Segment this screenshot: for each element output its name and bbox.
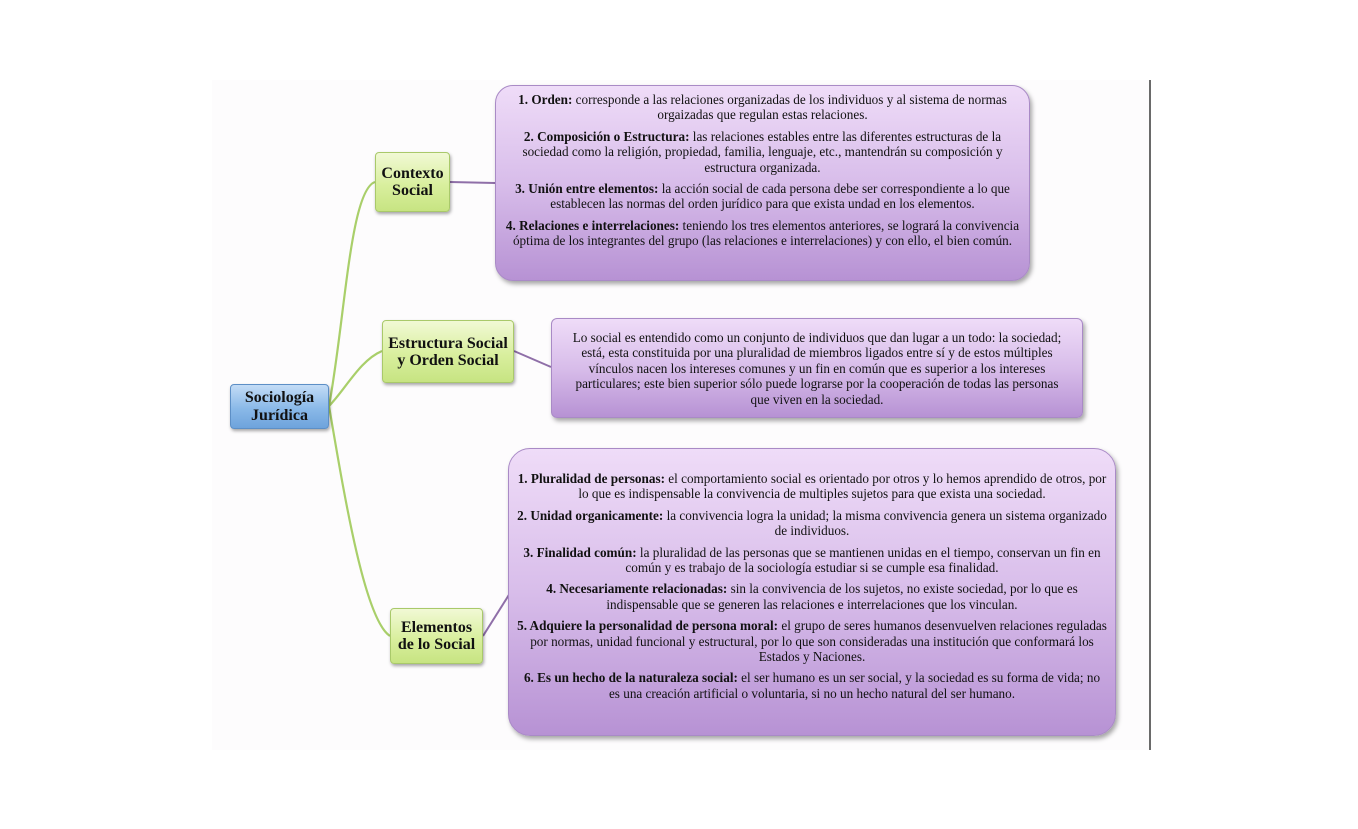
info-item-text: sin la convivencia de los sujetos, no existe sociedad, por lo que es indispensable que se generen las relaciones e interrelaciones que los vinculan. [606, 581, 1078, 612]
info-item [504, 129, 1021, 175]
info-box-elementos-social [508, 448, 1116, 736]
info-item-text: la convivencia logra la unidad; la misma convivencia genera un sistema organizado de individuos. [663, 507, 1107, 539]
info-item-heading: 2. Composición o Estructura: [523, 128, 690, 144]
info-item-heading: 6. Es un hecho de la naturaleza social: [523, 670, 738, 686]
info-item-text: la pluralidad de las personas que se mantienen unidas en el tiempo, conservan un fin en común y es trabajo de la sociología estudiar si se cumple esa finalidad. [625, 544, 1101, 576]
info-item [517, 618, 1107, 664]
branch-node-contexto-social [375, 152, 450, 212]
info-item [517, 508, 1107, 539]
info-item-text: el grupo de seres humanos desenvuelven relaciones reguladas por normas, unidad funcional y estructural, por lo que son consideradas una institución que conformará los Estados y Naciones. [530, 618, 1107, 665]
info-item-heading: 4. Relaciones e interrelaciones: [505, 217, 680, 233]
info-item [517, 581, 1107, 612]
info-item-heading: 5. Adquiere la personalidad de persona moral: [517, 618, 779, 634]
branch-label-contexto-social: Contexto Social [381, 165, 444, 199]
root-node-sociologia-juridica [230, 384, 329, 429]
connector-estructura-info [514, 351, 551, 367]
info-item [504, 218, 1021, 249]
info-item-heading: 3. Finalidad común: [523, 544, 637, 560]
info-item-text: el comportamiento social es orientado por otros y lo hemos aprendido de otros, por lo que es indispensable la convivencia de multiples sujetos para que exista una sociedad. [578, 471, 1107, 502]
connector-root-contexto [329, 182, 375, 406]
root-node-label: Sociología Jurídica [244, 388, 315, 424]
info-item-heading: 3. Unión entre elementos: [515, 181, 659, 197]
info-item-heading: 1. Pluralidad de personas: [517, 471, 665, 486]
info-item-heading: 1. Orden: [518, 92, 573, 107]
connector-contexto-info [450, 182, 495, 183]
connector-root-elementos [329, 406, 390, 636]
info-item [517, 471, 1107, 502]
info-item-text: las relaciones estables entre las diferentes estructuras de la sociedad como la religión, propiedad, familia, lenguaje, etc., mantendrán su composición y estructura organizada. [522, 128, 1003, 175]
branch-node-estructura-social [382, 320, 514, 383]
info-item [517, 670, 1107, 701]
info-item [504, 92, 1021, 123]
info-item [504, 181, 1021, 212]
info-item-text: teniendo los tres elementos anteriores, se logrará la convivencia óptima de los integrantes del grupo (las relaciones e interrelaciones) y con ello, el bien común. [512, 217, 1020, 249]
info-item-text: la acción social de cada persona debe ser correspondiente a lo que establecen las normas del orden jurídico para que exista undad en los elementos. [550, 181, 1010, 212]
info-item-heading: 2. Unidad organicamente: [517, 507, 664, 523]
branch-label-estructura-social: Estructura Social y Orden Social [388, 334, 508, 369]
branch-label-elementos-social: Elementos de lo Social [397, 619, 476, 653]
info-item-text: corresponde a las relaciones organizadas de los individuos y al sistema de normas orgaizadas que regulan estas relaciones. [572, 92, 1007, 123]
info-box-contexto-social [495, 85, 1030, 281]
info-box-estructura-social [551, 318, 1083, 418]
info-item [517, 545, 1107, 576]
info-item-heading: 4. Necesariamente relacionadas: [546, 581, 728, 597]
info-item-text: el ser humano es un ser social, y la sociedad es su forma de vida; no es una creación artificial o voluntaria, si no un hecho natural del ser humano. [608, 670, 1101, 701]
branch-node-elementos-social [390, 608, 483, 664]
info-paragraph: Lo social es entendido como un conjunto de individuos que dan lugar a un todo: la sociedad; está, esta constituida por una pluralidad de miembros ligados entre sí y de estos múltiples vínculos nacen los intereses comunes y un fin en común que es superior a los intereses particulares; este bien superior sólo puede lograrse por la cooperación de todas las personas que viven en la sociedad. [572, 330, 1062, 407]
